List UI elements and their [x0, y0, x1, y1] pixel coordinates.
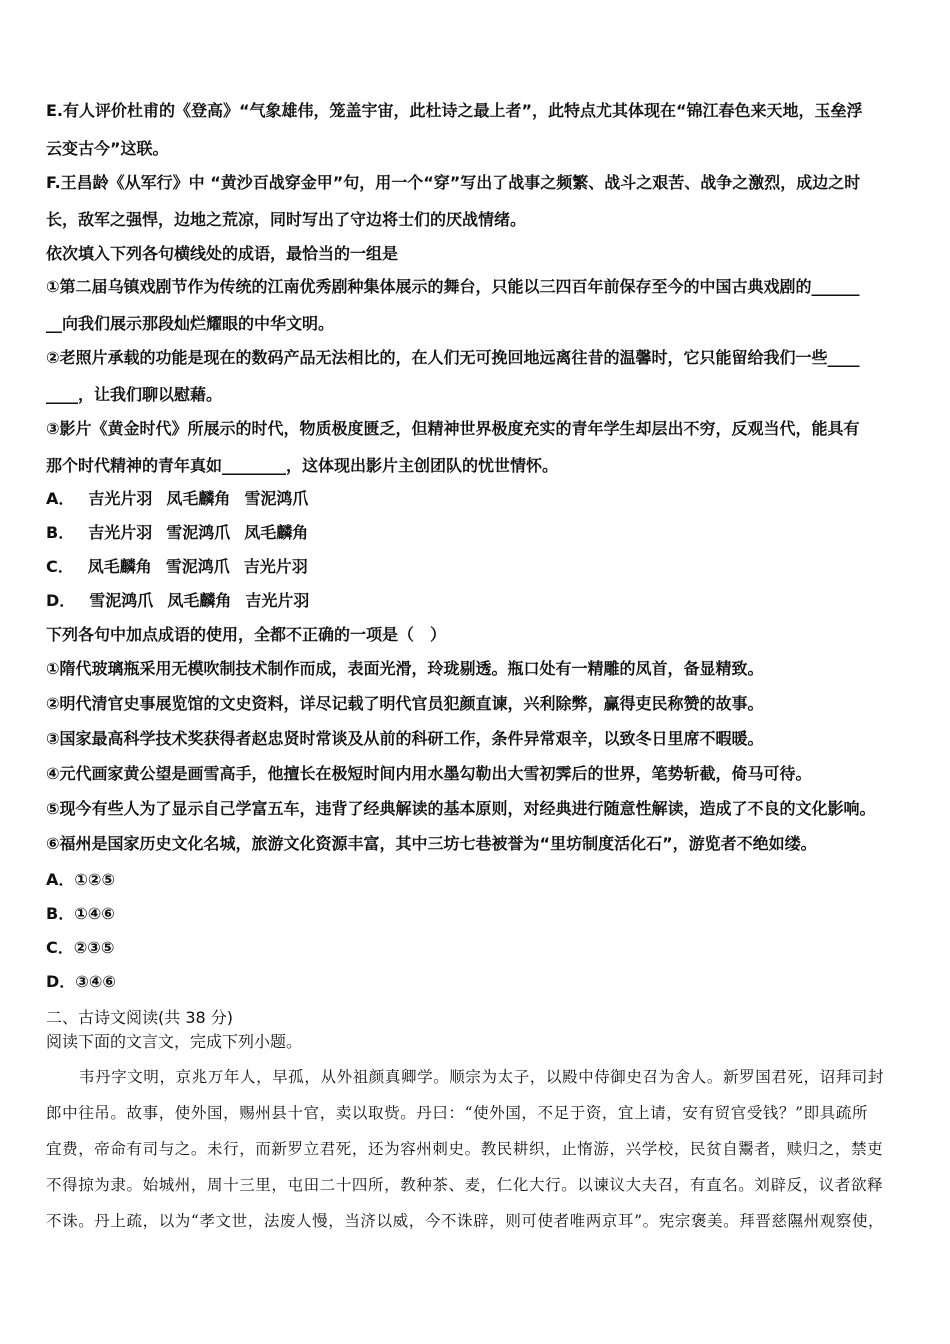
idiom-fill-sentence-3a: ③影片《黄金时代》所展示的时代，物质极度匮乏，但精神世界极度充实的青年学生却层出不穷，反观当代，能具有 — [46, 419, 860, 438]
idiom-fill-sentence-2b: ____，让我们聊以慰藉。 — [46, 385, 223, 404]
option-e-line1: E.有人评价杜甫的《登高》“气象雄伟，笼盖宇宙，此杜诗之最上者”，此特点尤其体现在“锦江春色来天地，玉垒浮 — [46, 101, 863, 120]
passage-line-2: 郎中往吊。故事，使外国，赐州县十官，卖以取赀。丹曰：“使外国，不足于资，宜上请，安有贸官受钱？”即具疏所 — [46, 1104, 869, 1122]
idiom-use-option-c: C．②③⑤ — [46, 938, 115, 957]
idiom-use-option-d: D．③④⑥ — [46, 972, 116, 991]
idiom-use-option-a: A．①②⑤ — [46, 870, 116, 889]
idiom-use-sentence-2: ②明代清官史事展览馆的文史资料，详尽记载了明代官员犯颜直谏，兴利除弊，赢得吏民称赞的故事。 — [46, 694, 764, 713]
idiom-fill-option-b: B． 吉光片羽 雪泥鸿爪 凤毛麟角 — [46, 523, 309, 542]
idiom-fill-sentence-2a: ②老照片承载的功能是现在的数码产品无法相比的，在人们无可挽回地远离往昔的温馨时，它只能留给我们一些____ — [46, 348, 860, 367]
idiom-fill-sentence-3b: 那个时代精神的青年真如________，这体现出影片主创团队的忧世情怀。 — [46, 456, 559, 475]
idiom-use-option-b: B．①④⑥ — [46, 904, 115, 923]
option-f-line2: 长，敌军之强悍，边地之荒凉，同时写出了守边将士们的厌战情绪。 — [46, 210, 527, 229]
idiom-use-sentence-1: ①隋代玻璃瓶采用无模吹制技术制作而成，表面光滑，玲珑剔透。瓶口处有一精雕的凤首，备显精致。 — [46, 659, 764, 678]
passage-line-5: 不诛。丹上疏，以为“孝文世，法废人慢，当济以威，今不诛辟，则可使者唯两京耳”。宪宗褒美。拜晋慈隰州观察使， — [46, 1212, 885, 1230]
section-heading: 二、古诗文阅读(共 38 分) — [46, 1008, 234, 1027]
idiom-use-sentence-4: ④元代画家黄公望是画雪高手，他擅长在极短时间内用水墨勾勒出大雪初霁后的世界，笔势斩截，倚马可待。 — [46, 764, 812, 783]
option-f-line1: F.王昌龄《从军行》中 “黄沙百战穿金甲”句，用一个“穿”写出了战事之频繁、战斗之艰苦、战争之激烈，成边之时 — [46, 173, 861, 192]
idiom-fill-sentence-1a: ①第二届乌镇戏剧节作为传统的江南优秀剧种集体展示的舞台，只能以三四百年前保存至今的中国古典戏剧的______ — [46, 277, 860, 296]
idiom-fill-option-c: C． 凤毛麟角 雪泥鸿爪 吉光片羽 — [46, 557, 308, 576]
idiom-fill-sentence-1b: __向我们展示那段灿烂耀眼的中华文明。 — [46, 314, 335, 333]
section-instruction: 阅读下面的文言文，完成下列小题。 — [46, 1032, 303, 1051]
option-e-line2: 云变古今”这联。 — [46, 139, 169, 158]
idiom-use-sentence-6: ⑥福州是国家历史文化名城，旅游文化资源丰富，其中三坊七巷被誉为“里坊制度活化石”，游览者不绝如缕。 — [46, 834, 817, 853]
passage-line-3: 宜费，帝命有司与之。未行，而新罗立君死，还为容州刺史。教民耕织，止惰游，兴学校，民贫自鬻者，赎归之，禁吏 — [46, 1140, 884, 1158]
passage-line-4: 不得掠为隶。始城州，周十三里，屯田二十四所，教种茶、麦，仁化大行。以谏议大夫召，有直名。刘辟反，议者欲释 — [46, 1176, 884, 1194]
passage-line-1: 韦丹字文明，京兆万年人，早孤，从外祖颜真卿学。顺宗为太子，以殿中侍御史召为舍人。新罗国君死，诏拜司封 — [79, 1068, 885, 1086]
idiom-fill-option-d: D． 雪泥鸿爪 凤毛麟角 吉光片羽 — [46, 591, 310, 610]
idiom-use-stem: 下列各句中加点成语的使用，全都不正确的一项是（ ） — [46, 625, 447, 644]
idiom-use-sentence-3: ③国家最高科学技术奖获得者赵忠贤时常谈及从前的科研工作，条件异常艰辛，以致冬日里席不暇暖。 — [46, 729, 764, 748]
idiom-fill-stem: 依次填入下列各句横线处的成语，最恰当的一组是 — [46, 244, 399, 263]
idiom-fill-option-a: A． 吉光片羽 凤毛麟角 雪泥鸿爪 — [46, 489, 309, 508]
idiom-use-sentence-5: ⑤现今有些人为了显示自己学富五车，违背了经典解读的基本原则，对经典进行随意性解读，造成了不良的文化影响。 — [46, 799, 876, 818]
